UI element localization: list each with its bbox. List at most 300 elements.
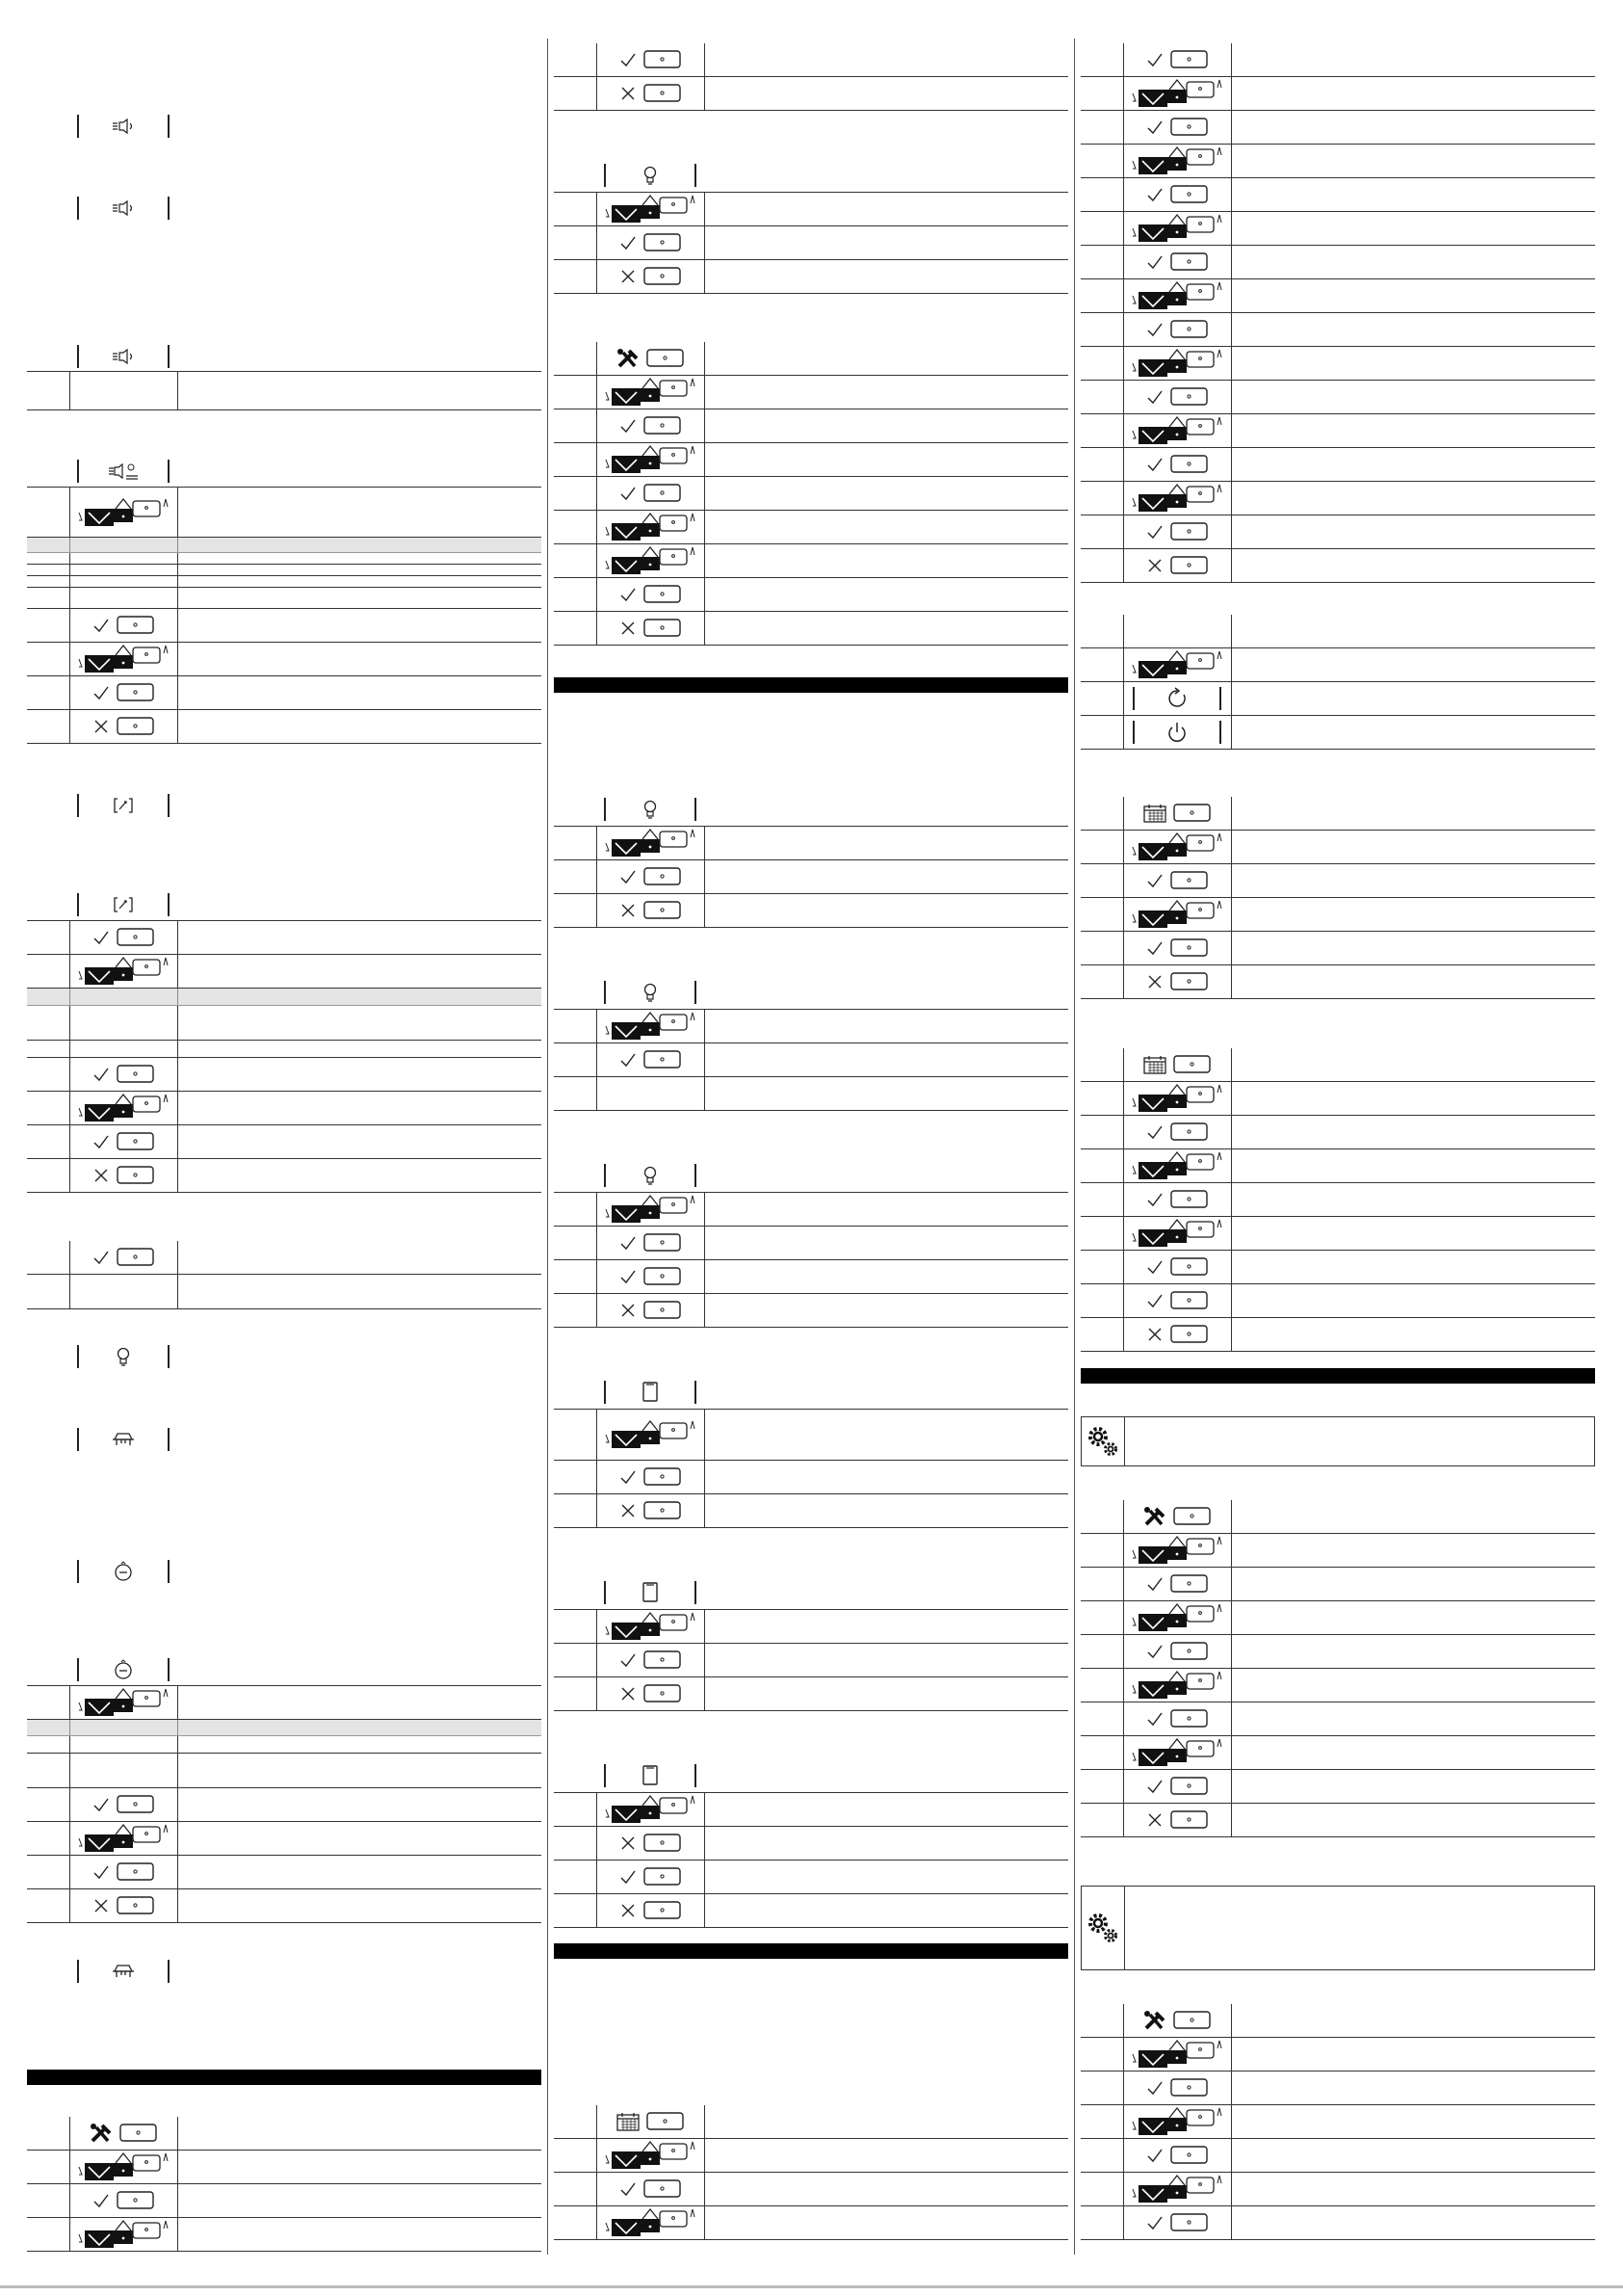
icon-cell <box>69 2218 177 2251</box>
icon-cell <box>1123 212 1231 245</box>
up-down-arrows-icon <box>1129 278 1225 313</box>
button-icon <box>643 1232 682 1254</box>
cross-icon <box>618 620 638 637</box>
cell-divider <box>177 372 178 409</box>
cell-divider <box>1231 2206 1232 2239</box>
table-row <box>554 1861 1068 1894</box>
cell-divider <box>177 1720 178 1735</box>
button-icon <box>117 1794 155 1815</box>
cell-divider <box>704 1294 705 1327</box>
cell-divider <box>177 989 178 1005</box>
table-row <box>1081 482 1595 515</box>
check-icon <box>618 2180 638 2198</box>
check-icon <box>618 1868 638 1886</box>
cell-divider <box>704 1227 705 1259</box>
button-icon <box>643 1500 682 1521</box>
cell-divider <box>1231 381 1232 413</box>
check-icon <box>1145 2147 1165 2164</box>
cross-icon <box>618 268 638 285</box>
bracket-bar <box>1133 687 1135 710</box>
speaker-icon <box>109 117 138 136</box>
icon-cell <box>1123 2038 1231 2071</box>
check-icon <box>618 1234 638 1252</box>
table-row <box>554 1077 1068 1111</box>
button-icon <box>1170 1776 1209 1797</box>
icon-cell <box>1123 1635 1231 1668</box>
check-icon <box>618 417 638 435</box>
button-icon <box>1170 1324 1209 1345</box>
cell-divider <box>704 342 705 375</box>
icon-cell <box>1123 1183 1231 1216</box>
table-row <box>1081 965 1595 999</box>
check-icon <box>1145 321 1165 338</box>
cell-divider <box>704 544 705 577</box>
icon-cell <box>1123 932 1231 964</box>
cross-icon <box>618 1902 638 1919</box>
icon-cell <box>596 376 704 409</box>
icon-cell <box>69 955 177 988</box>
icon-cell <box>69 2117 177 2150</box>
cell-divider <box>704 860 705 893</box>
icon-cell <box>1084 1417 1122 1465</box>
table-row <box>27 643 541 676</box>
cell-divider <box>1231 448 1232 481</box>
cell-divider <box>177 1686 178 1719</box>
icon-cell <box>596 578 704 611</box>
icon-cell <box>1123 1568 1231 1600</box>
icon-cell <box>69 1889 177 1922</box>
button-icon <box>643 83 682 104</box>
check-icon <box>618 1268 638 1285</box>
table-row <box>1081 178 1595 212</box>
button-icon <box>1170 386 1209 408</box>
button-icon <box>1170 1641 1209 1662</box>
icon-cell <box>69 565 177 575</box>
check-icon <box>1145 1710 1165 1728</box>
bulb-icon <box>641 799 660 820</box>
cell-divider <box>1231 178 1232 211</box>
speaker-settings-icon <box>106 462 141 481</box>
bulb-icon <box>641 982 660 1003</box>
table-header <box>27 888 541 921</box>
cell-divider <box>704 1461 705 1493</box>
bracket-bar <box>604 981 606 1004</box>
cell-divider <box>177 341 178 371</box>
book-icon <box>641 1381 660 1404</box>
cell-divider <box>177 1006 178 1040</box>
cell-divider <box>177 2151 178 2183</box>
cell-divider <box>177 1125 178 1158</box>
speaker-icon <box>109 347 138 366</box>
cell-divider <box>1231 1251 1232 1283</box>
icon-cell <box>69 1555 177 1588</box>
cell-divider <box>704 193 705 225</box>
cell-divider <box>177 2117 178 2150</box>
up-down-arrows-icon <box>602 375 698 409</box>
icon-cell <box>1123 482 1231 515</box>
button-icon <box>1170 937 1209 959</box>
button-icon <box>117 682 155 703</box>
up-down-arrows-icon <box>1129 1081 1225 1116</box>
table-row <box>27 553 541 565</box>
table-row <box>1081 648 1595 682</box>
button-icon <box>1170 319 1209 340</box>
table-row <box>27 1159 541 1193</box>
table-row <box>554 894 1068 928</box>
cross-icon <box>1145 973 1165 990</box>
icon-cell <box>596 1576 704 1609</box>
cell-divider <box>704 477 705 510</box>
cell-divider <box>1231 1635 1232 1668</box>
table-row <box>27 1092 541 1125</box>
icon-cell <box>69 341 177 371</box>
icon-cell <box>596 260 704 293</box>
icon-cell <box>596 1494 704 1527</box>
table-row <box>554 1827 1068 1861</box>
cell-divider <box>177 643 178 675</box>
cell-divider <box>1231 1048 1232 1081</box>
check-icon <box>618 868 638 885</box>
vehicle-icon <box>110 1430 137 1449</box>
icon-cell <box>69 676 177 709</box>
cross-icon <box>618 1502 638 1519</box>
table-row <box>554 409 1068 443</box>
cell-divider <box>177 1555 178 1588</box>
icon-cell <box>1123 2139 1231 2172</box>
table-row <box>27 538 541 553</box>
table-row <box>554 1010 1068 1043</box>
check-icon <box>92 1796 111 1813</box>
button-icon <box>1173 1054 1212 1075</box>
up-down-arrows-icon <box>1129 2037 1225 2072</box>
button-icon <box>643 1266 682 1287</box>
bracket-bar <box>168 1560 170 1583</box>
bracket-bar <box>168 893 170 916</box>
icon-cell <box>596 1759 704 1792</box>
icon-cell <box>596 1227 704 1259</box>
cell-divider <box>177 1754 178 1787</box>
up-down-arrows-icon <box>75 642 171 676</box>
button-icon <box>1173 1506 1212 1527</box>
button-icon <box>1170 1256 1209 1278</box>
icon-cell <box>1123 1284 1231 1317</box>
table-row <box>27 2218 541 2252</box>
table-row <box>1081 381 1595 414</box>
check-icon <box>1145 1292 1165 1309</box>
up-down-arrows-icon <box>1129 1600 1225 1635</box>
check-icon <box>92 1249 111 1266</box>
icon-cell <box>1123 111 1231 144</box>
table-row <box>27 1754 541 1788</box>
cell-divider <box>704 793 705 826</box>
button-icon <box>117 1131 155 1152</box>
button-icon <box>643 1049 682 1070</box>
icon-cell <box>596 477 704 510</box>
button-icon <box>643 483 682 504</box>
table-row <box>554 477 1068 511</box>
button-icon <box>643 2178 682 2200</box>
check-icon <box>1145 51 1165 68</box>
cell-divider <box>1231 898 1232 931</box>
calendar-icon <box>1142 1054 1167 1075</box>
table-row <box>554 2105 1068 2139</box>
cell-divider <box>1231 716 1232 749</box>
cell-divider <box>1231 1534 1232 1567</box>
table-row <box>1081 716 1595 750</box>
cell-divider <box>177 538 178 552</box>
cell-divider <box>1231 482 1232 515</box>
table-row <box>554 612 1068 646</box>
icon-cell <box>1123 246 1231 278</box>
table-row <box>27 1720 541 1736</box>
cell-divider <box>704 2173 705 2205</box>
bracket-bar <box>168 1658 170 1681</box>
table-row <box>27 989 541 1006</box>
bracket-bar <box>168 460 170 483</box>
check-icon <box>92 1863 111 1881</box>
cell-divider <box>177 1041 178 1057</box>
book-icon <box>641 1764 660 1787</box>
button-icon <box>1170 2212 1209 2233</box>
icon-cell <box>596 2206 704 2239</box>
cell-divider <box>1231 2038 1232 2071</box>
icon-cell <box>69 553 177 564</box>
cell-divider <box>704 1644 705 1676</box>
table-row <box>554 544 1068 578</box>
bracket-bar <box>77 1560 79 1583</box>
bulb-icon <box>641 165 660 186</box>
table-row <box>1081 898 1595 932</box>
wrench-icon <box>615 347 641 370</box>
cell-divider <box>704 1576 705 1609</box>
cell-divider <box>1231 1149 1232 1182</box>
bracket-bar <box>694 1381 696 1404</box>
icon-cell <box>1123 515 1231 548</box>
icon-cell <box>1123 1601 1231 1634</box>
icon-cell <box>596 1410 704 1460</box>
check-icon <box>618 586 638 603</box>
icon-cell <box>596 1376 704 1409</box>
cell-divider <box>177 588 178 608</box>
cell-divider <box>177 488 178 537</box>
cell-divider <box>1231 1082 1232 1115</box>
cell-divider <box>1231 1500 1232 1533</box>
icon-cell <box>1123 347 1231 380</box>
icon-cell <box>596 342 704 375</box>
icon-cell <box>596 226 704 259</box>
up-down-arrows-icon <box>602 2138 698 2173</box>
up-down-arrows-icon <box>75 1821 171 1856</box>
icon-cell <box>1123 2105 1231 2138</box>
button-icon <box>117 1165 155 1186</box>
button-icon <box>643 1833 682 1854</box>
column-divider <box>547 39 548 2255</box>
cell-divider <box>177 111 178 142</box>
section-bar <box>27 2070 541 2085</box>
icon-cell <box>1123 898 1231 931</box>
icon-cell <box>69 888 177 920</box>
table-row <box>1081 2105 1595 2139</box>
cell-divider <box>1231 864 1232 897</box>
cell-divider <box>704 409 705 442</box>
check-icon <box>92 929 111 946</box>
table-row <box>1081 279 1595 313</box>
icon-cell <box>69 1822 177 1855</box>
bracket-bar <box>168 1428 170 1451</box>
up-down-arrows-icon <box>602 442 698 477</box>
table-header <box>554 1759 1068 1793</box>
icon-cell <box>1123 1736 1231 1769</box>
up-down-arrows-icon <box>1129 1148 1225 1183</box>
check-icon <box>92 2192 111 2209</box>
check-icon <box>1145 939 1165 957</box>
table-row <box>1081 1804 1595 1837</box>
cell-divider <box>704 2139 705 2172</box>
cell-divider <box>1231 77 1232 110</box>
cell-divider <box>1231 2139 1232 2172</box>
check-icon <box>618 234 638 251</box>
button-icon <box>643 866 682 887</box>
gear-icon <box>1085 1910 1121 1946</box>
icon-cell <box>596 409 704 442</box>
table-row <box>1081 515 1595 549</box>
check-icon <box>1145 119 1165 136</box>
bracket-bar <box>694 164 696 187</box>
cell-divider <box>704 1159 705 1192</box>
cell-divider <box>177 2184 178 2217</box>
bracket-bar <box>604 1381 606 1404</box>
cross-icon <box>1145 557 1165 574</box>
up-down-arrows-icon <box>75 954 171 989</box>
table-row <box>1081 313 1595 347</box>
button-icon <box>1170 454 1209 475</box>
icon-cell <box>69 643 177 675</box>
icon-cell <box>596 159 704 192</box>
icon-cell <box>69 1424 177 1455</box>
table-row <box>1081 1251 1595 1284</box>
icon-cell <box>596 612 704 645</box>
table-header <box>554 1159 1068 1193</box>
cross-icon <box>1145 1811 1165 1829</box>
cell-divider <box>177 2218 178 2251</box>
cell-divider <box>1231 797 1232 830</box>
cell-divider <box>177 1275 178 1308</box>
icon-cell <box>69 1006 177 1040</box>
table-row <box>1081 2139 1595 2173</box>
icon-cell <box>69 1058 177 1091</box>
icon-cell <box>596 43 704 76</box>
cell-divider <box>177 1822 178 1855</box>
table-row <box>554 2206 1068 2240</box>
column-divider <box>1074 39 1075 2255</box>
cross-icon <box>618 1685 638 1702</box>
cell-divider <box>704 1759 705 1792</box>
bracket-bar <box>77 1345 79 1368</box>
cell-divider <box>177 676 178 709</box>
icon-cell <box>69 488 177 537</box>
table-header <box>27 193 541 224</box>
button-icon <box>117 1895 155 1916</box>
button-icon <box>643 584 682 605</box>
table-row <box>1081 1116 1595 1149</box>
bracket-bar <box>77 197 79 220</box>
button-icon <box>117 716 155 737</box>
icon-cell <box>596 976 704 1009</box>
icon-cell <box>596 193 704 225</box>
icon-cell <box>1123 178 1231 211</box>
table-row <box>27 1275 541 1309</box>
table-row <box>554 1610 1068 1644</box>
table-row <box>554 860 1068 894</box>
check-icon <box>618 1051 638 1069</box>
cell-divider <box>1231 648 1232 681</box>
table-row <box>1081 212 1595 246</box>
table-row <box>1081 2206 1595 2240</box>
table-header <box>554 159 1068 193</box>
cell-divider <box>1231 1318 1232 1351</box>
table-row <box>1081 1318 1595 1352</box>
table-row <box>554 1894 1068 1928</box>
up-down-arrows-icon <box>602 1609 698 1644</box>
table-row <box>1081 1082 1595 1116</box>
up-down-arrows-icon <box>1129 2104 1225 2139</box>
cell-divider <box>1231 313 1232 346</box>
table-row <box>1081 1669 1595 1702</box>
table-row <box>27 1058 541 1092</box>
icon-cell <box>596 860 704 893</box>
icon-cell <box>1123 1116 1231 1148</box>
icon-cell <box>69 1092 177 1124</box>
cross-icon <box>618 85 638 102</box>
table-row <box>1081 448 1595 482</box>
up-down-arrows-icon <box>1129 2172 1225 2206</box>
table-row <box>27 676 541 710</box>
table-row <box>1081 2072 1595 2105</box>
icon-cell <box>596 1461 704 1493</box>
icon-cell <box>596 544 704 577</box>
table-row <box>554 1644 1068 1677</box>
bracket-bar <box>168 197 170 220</box>
button-icon <box>1170 555 1209 576</box>
check-icon <box>1145 253 1165 271</box>
icon-cell <box>1123 279 1231 312</box>
cell-divider <box>704 894 705 927</box>
up-down-arrows-icon <box>602 826 698 860</box>
cross-icon <box>92 718 111 735</box>
table-header <box>27 1341 541 1372</box>
icon-cell <box>596 1077 704 1110</box>
table-header <box>27 455 541 488</box>
bracket-bar <box>604 1581 606 1604</box>
button-icon <box>117 1861 155 1883</box>
table-row <box>1081 2004 1595 2038</box>
icon-cell <box>69 1159 177 1192</box>
check-icon <box>1145 2214 1165 2231</box>
icon-cell <box>596 1793 704 1826</box>
table-header <box>27 1653 541 1686</box>
icon-cell <box>69 372 177 409</box>
refresh-icon <box>1165 687 1190 710</box>
table-row <box>554 342 1068 376</box>
table-row <box>27 1006 541 1041</box>
icon-cell <box>1123 1149 1231 1182</box>
table-header <box>554 1376 1068 1410</box>
cell-divider <box>704 159 705 192</box>
table-row <box>1081 797 1595 831</box>
table-row <box>27 1822 541 1856</box>
button-icon <box>1170 2077 1209 2098</box>
button-icon <box>646 348 685 369</box>
